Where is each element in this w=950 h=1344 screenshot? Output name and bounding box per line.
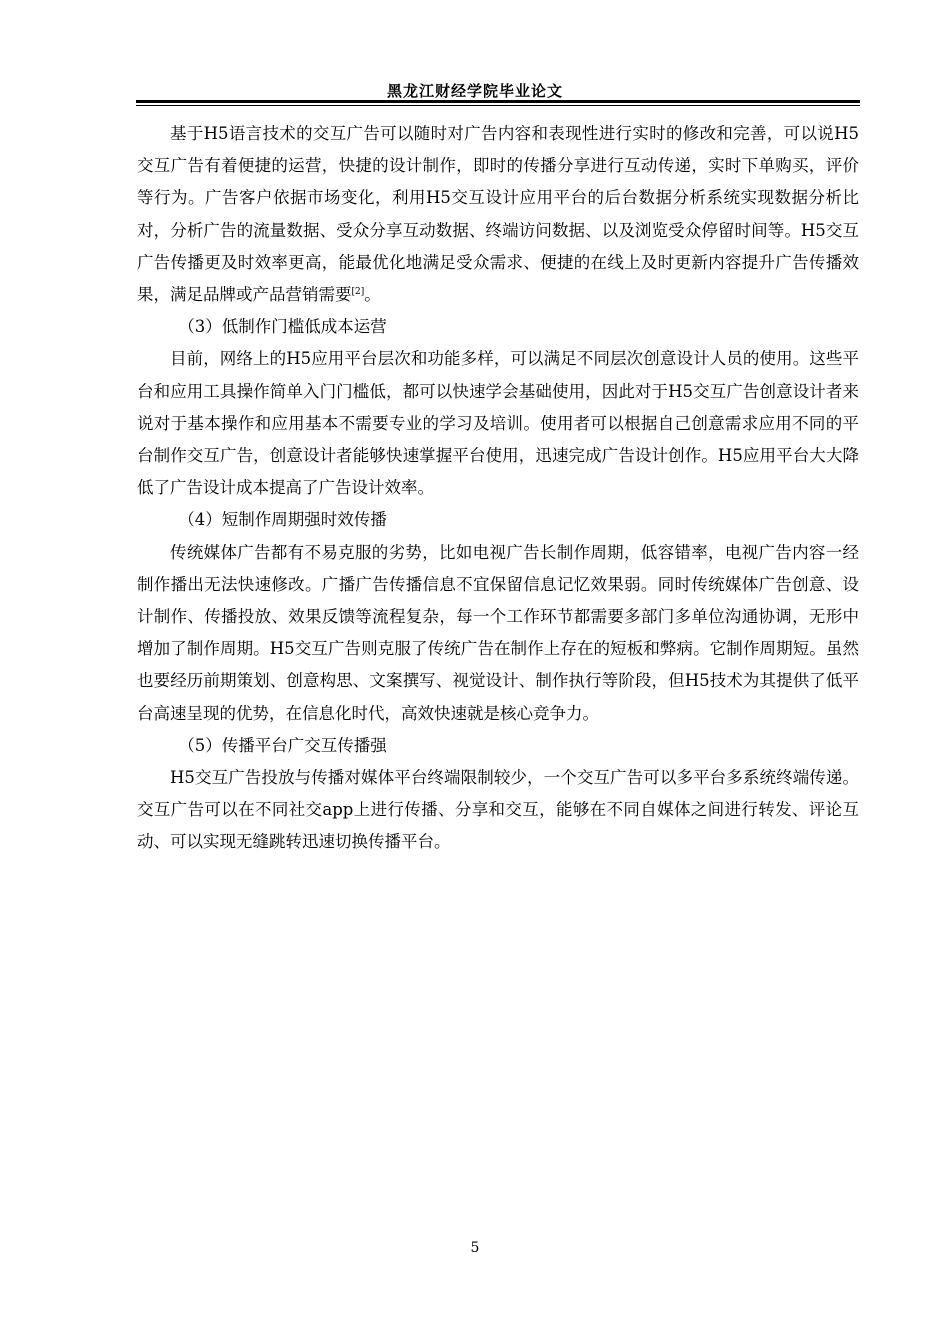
paragraph-3: 传统媒体广告都有不易克服的劣势，比如电视广告长制作周期，低容错率，电视广告内容一经制作播出无法快速修改。广播广告传播信息不宜保留信息记忆效果弱。同时传统媒体广告创意、设计制作、传播投放、效果反馈等流程复杂，每一个工作环节都需要多部门多单位沟通协调，无形中增加了制作周期。H5交互广告则克服了传统广告在制作上存在的短板和弊病。它制作周期短。虽然也要经历前期策划、创意构思、文案撰写、视觉设计、制作执行等阶段，但H5技术为其提供了低平台高速呈现的优势，在信息化时代，高效快速就是核心竞争力。: [137, 542, 859, 723]
citation-2: [2]: [351, 287, 365, 298]
header-rule-thick: [136, 100, 860, 103]
page-number: 5: [470, 1240, 480, 1256]
paragraph-1-end: 。: [364, 285, 381, 305]
section-heading-4: （4）短制作周期强时效传播: [178, 510, 387, 530]
paragraph-1-text: 基于H5语言技术的交互广告可以随时对广告内容和表现性进行实时的修改和完善，可以说H5交互广告有着便捷的运营，快捷的设计制作，即时的传播分享进行互动传递，实时下单购买，评价等行为。广告客户依据市场变化，利用H5交互设计应用平台的后台数据分析系统实现数据分析比对，分析广告的流量数据、受众分享互动数据、终端访问数据、以及浏览受众停留时间等。H5交互广告传播更及时效率更高，能最优化地满足受众需求、便捷的在线上及时更新内容提升广告传播效果，满足品牌或产品营销需要: [137, 124, 859, 305]
section-heading-5: （5）传播平台广交互传播强: [178, 735, 387, 755]
paragraph-2: 目前，网络上的H5应用平台层次和功能多样，可以满足不同层次创意设计人员的使用。这些平台和应用工具操作简单入门门槛低，都可以快速学会基础使用，因此对于H5交互广告创意设计者来说对于基本操作和应用基本不需要专业的学习及培训。使用者可以根据自己创意需求应用不同的平台制作交互广告，创意设计者能够快速掌握平台使用，迅速完成广告设计创作。H5应用平台大大降低了广告设计成本提高了广告设计效率。: [137, 349, 859, 498]
paragraph-4: H5交互广告投放与传播对媒体平台终端限制较少，一个交互广告可以多平台多系统终端传递。交互广告可以在不同社交app上进行传播、分享和交互，能够在不同自媒体之间进行转发、评论互动、可以实现无缝跳转迅速切换传播平台。: [137, 768, 859, 852]
header-rule-thin: [136, 105, 860, 106]
section-heading-3: （3）低制作门槛低成本运营: [178, 317, 387, 337]
document-body: [137, 118, 859, 859]
paragraph-1: [137, 118, 859, 311]
header-title: 黑龙江财经学院毕业论文: [386, 82, 563, 100]
